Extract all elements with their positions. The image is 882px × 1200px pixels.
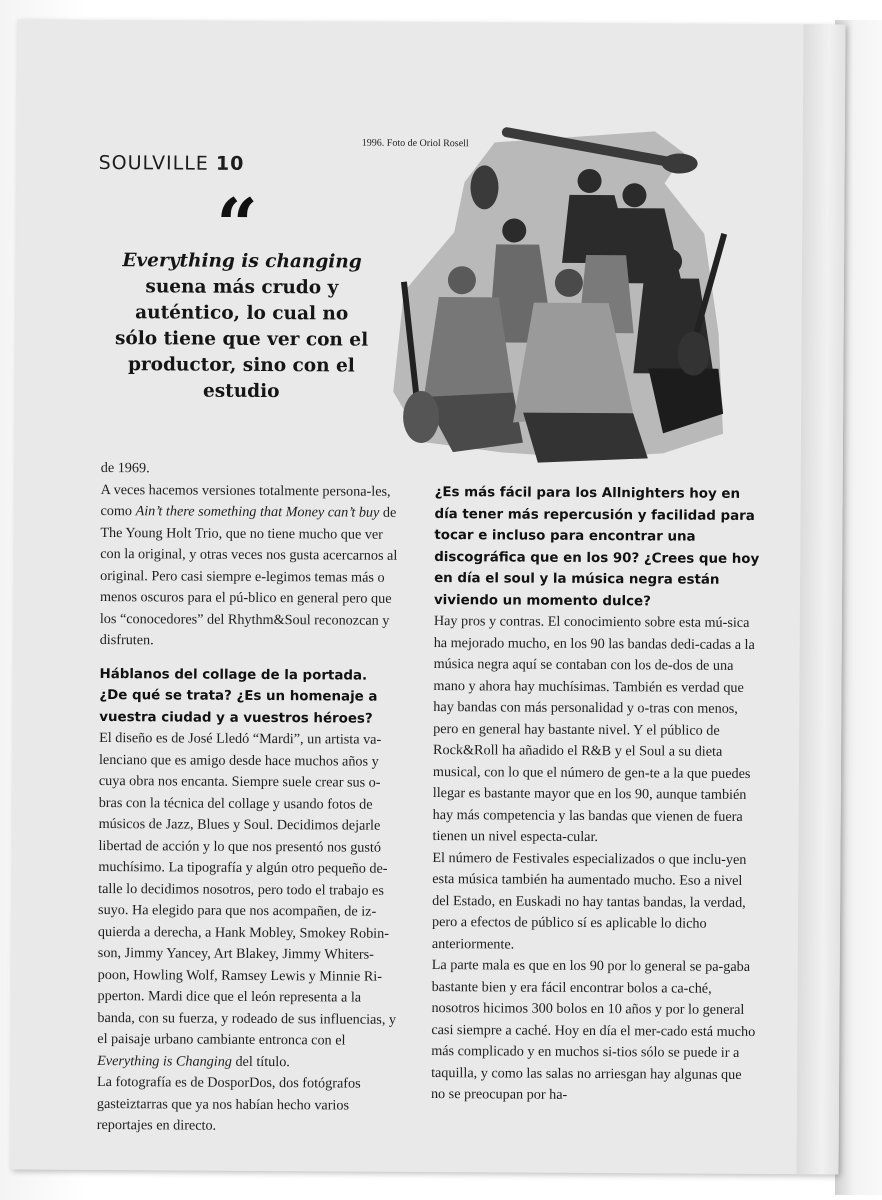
quote-mark: “	[216, 181, 258, 267]
paragraph-photography: La fotografía es de DosporDos, dos fotógrafos gasteiztarras que ya nos habían hecho varios reportajes en directo.	[96, 1073, 361, 1134]
answer-pros-cons: Hay pros y contras. El conocimiento sobre esta mú-sica ha mejorado mucho, en los 90 las bandas dedi-cadas a la música negra aquí se contaban con los de-dos de una mano y ahora hay muchísimas. También es verdad que hay bandas con más personalidad y o-tras con menos, pero en general hay bastante nivel. Y el público de Rock&Roll ha añadido el R&B y el Soul a su dieta musical, con lo que el número de gen-te a la que puedes llegar es bastante mayor que en los 90, aunque también hay más competencia y las bandas que vienen de fuera tienen un nivel especta-cular.	[432, 613, 755, 846]
paragraph-intro: de 1969.	[100, 459, 150, 477]
page-number: 10	[215, 152, 245, 175]
album-title: Everything is Changing	[97, 1052, 232, 1070]
answer-collage: El diseño es de José Lledó “Mardi”, un artista va-lenciano que es amigo desde hace muchos años y cuya obra nos encanta. Siempre suele crear sus o-bras con la técnica del collage y usando fotos de músicos de Jazz, Blues y Soul. Decidimos dejarle libertad de acción y lo que nos presentó nos gustó muchísimo. La tipografía y algún otro pequeño de-talle lo decidimos nosotros, pero todo el trabajo es suyo. Ha elegido para que nos acompañen, de iz-quierda a derecha, a Hank Mobley, Smokey Robin-son, Jimmy Yancey, Art Blakey, Jimmy Whiters-poon, Howling Wolf, Ramsey Lewis y Minnie Ri-pperton. Mardi dice que el león representa a la banda, con su fuerza, y rodeado de sus influencias, y el paisaje urbano cambiante entronca con el Everything is Changing del título.	[97, 729, 397, 1070]
pull-quote-text: suena más crudo y auténtico, lo cual no sólo tiene que ver con el productor, sino con el estudio	[114, 276, 369, 403]
section-label: SOULVILLE	[98, 151, 209, 175]
answer-festivals: El número de Festivales especializados o que inclu-yen esta música también ha aumentado mucho. Eso a nivel del Estado, en Euskadi no hay tantas bandas, la verdad, pero a efectos de público sí es aplicable lo dicho anteriormente.	[431, 849, 747, 953]
pull-quote-italic: Everything is changing	[122, 250, 362, 273]
magazine-page	[10, 19, 845, 1174]
answer-bad-part: La parte mala es que en los 90 por lo general se pa-gaba bastante bien y era fácil encontrar bolos a ca-ché, nosotros hicimos 300 bolos en 10 años y por lo general casi siempre a caché. Hoy en día el mer-cado está mucho más complicado y en muchos si-tios sólo se puede ir a taquilla, y como las salas no arriesgan hay algunas que no se preocupan por ha-	[430, 957, 756, 1103]
song-title: Ain’t there something that Money can’t buy	[135, 503, 380, 521]
pull-quote	[111, 248, 372, 406]
page-fold-shadow	[796, 24, 845, 1174]
band-photo	[363, 112, 735, 474]
question-collage: Háblanos del collage de la portada. ¿De qué se trata? ¿Es un homenaje a vuestra ciudad y a vuestros héroes?	[99, 666, 378, 727]
photo-caption: 1996. Foto de Oriol Rosell	[361, 137, 469, 150]
left-column	[97, 458, 401, 1138]
right-column	[431, 482, 763, 1107]
section-header	[99, 152, 245, 175]
question-nineties: ¿Es más fácil para los Allnighters hoy en día tener más repercusión y facilidad para tocar e incluso para encontrar una discográfica que en los 90? ¿Crees que hoy en día el soul y la música negra están viviendo un momento dulce?	[433, 485, 760, 609]
paragraph-versions: A veces hacemos versiones totalmente persona-les, como Ain’t there something that Money can’t buy de The Young Holt Trio, que no tiene mucho que ver con la original, y otras veces nos gusta acercarnos al original. Pero casi siempre e-legimos temas más o menos oscuros para el pú-blico en general pero que los “conocedores” del Rhythm&Soul reconozcan y disfruten.	[99, 481, 398, 649]
